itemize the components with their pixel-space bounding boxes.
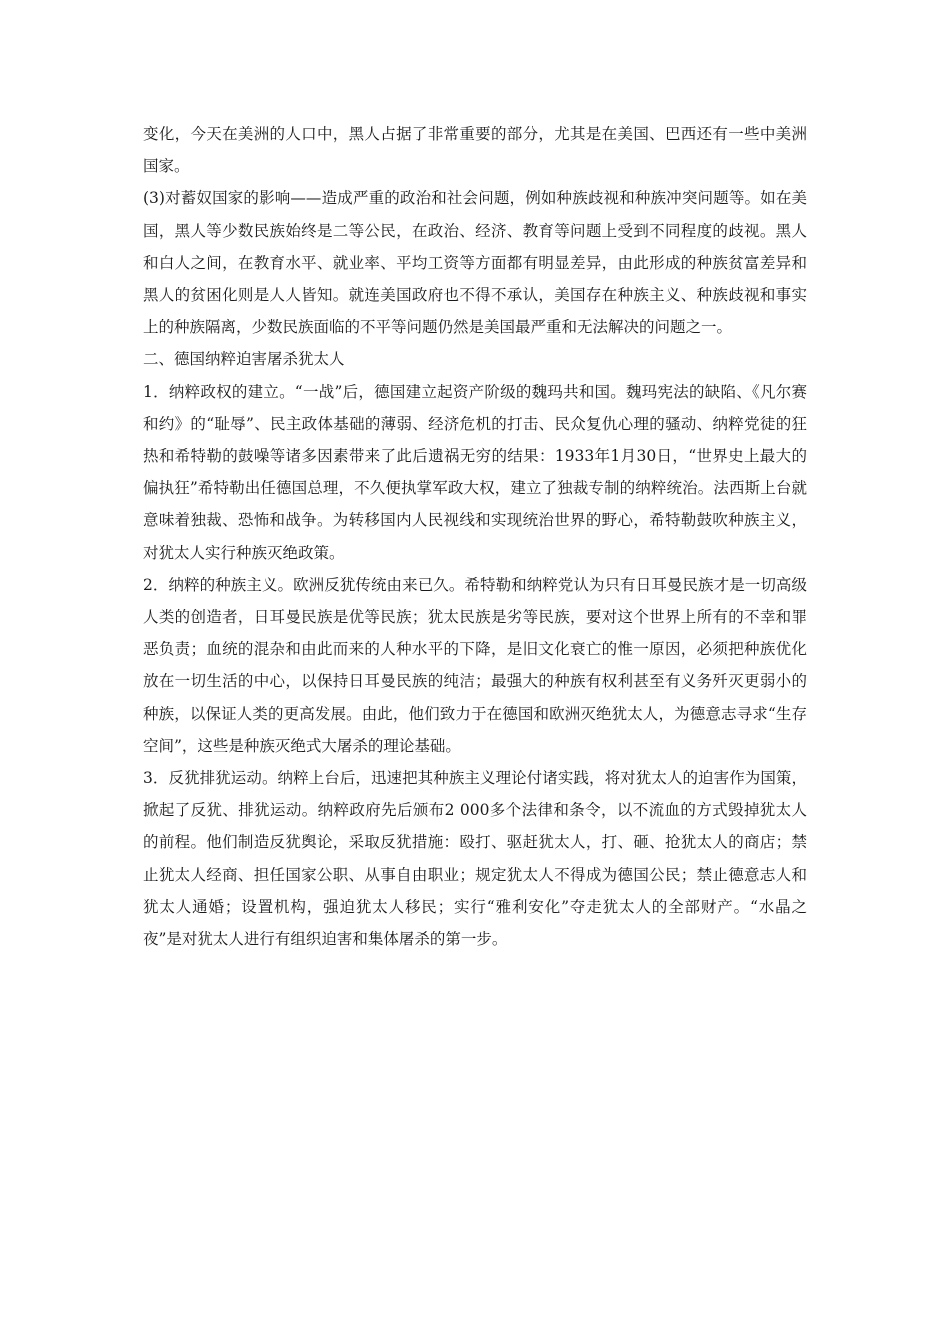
document-page	[143, 118, 807, 955]
paragraph-nazi-regime: 1．纳粹政权的建立。“一战”后，德国建立起资产阶级的魏玛共和国。魏玛宪法的缺陷、《凡尔赛和约》的“耻辱”、民主政体基础的薄弱、经济危机的打击、民众复仇心理的骚动、纳粹党徒的狂热和希特勒的鼓噪等诸多因素带来了此后遗祸无穷的结果：1933年1月30日，“世界史上最大的偏执狂”希特勒出任德国总理，不久便执掌军政大权，建立了独裁专制的纳粹统治。法西斯上台就意味着独裁、恐怖和战争。为转移国内人民视线和实现统治世界的野心，希特勒鼓吹种族主义，对犹太人实行种族灭绝政策。	[143, 382, 807, 562]
paragraph-anti-jewish-movement: 3．反犹排犹运动。纳粹上台后，迅速把其种族主义理论付诸实践，将对犹太人的迫害作为国策，掀起了反犹、排犹运动。纳粹政府先后颁布2 000多个法律和条令，以不流血的方式毁掉犹太人的前程。他们制造反犹舆论，采取反犹措施：殴打、驱赶犹太人，打、砸、抢犹太人的商店；禁止犹太人经商、担任国家公职、从事自由职业；规定犹太人不得成为德国公民；禁止德意志人和犹太人通婚；设置机构，强迫犹太人移民；实行“雅利安化”夺走犹太人的全部财产。“水晶之夜”是对犹太人进行有组织迫害和集体屠杀的第一步。	[143, 769, 807, 949]
paragraph-nazi-racism: 2．纳粹的种族主义。欧洲反犹传统由来已久。希特勒和纳粹党认为只有日耳曼民族才是一切高级人类的创造者，日耳曼民族是优等民族；犹太民族是劣等民族，要对这个世界上所有的不幸和罪恶负责；血统的混杂和由此而来的人种水平的下降，是旧文化衰亡的惟一原因，必须把种族优化放在一切生活的中心，以保持日耳曼民族的纯洁；最强大的种族有权利甚至有义务歼灭更弱小的种族，以保证人类的更高发展。由此，他们致力于在德国和欧洲灭绝犹太人，为德意志寻求“生存空间”，这些是种族灭绝式大屠杀的理论基础。	[143, 575, 807, 755]
paragraph-continued: 变化，今天在美洲的人口中，黑人占据了非常重要的部分，尤其是在美国、巴西还有一些中美洲国家。	[143, 125, 807, 176]
section-heading: 二、德国纳粹迫害屠杀犹太人	[143, 350, 345, 369]
paragraph-impact-on-slave-states: (3)对蓄奴国家的影响——造成严重的政治和社会问题，例如种族歧视和种族冲突问题等。如在美国，黑人等少数民族始终是二等公民，在政治、经济、教育等问题上受到不同程度的歧视。黑人和白人之间，在教育水平、就业率、平均工资等方面都有明显差异，由此形成的种族贫富差异和黑人的贫困化则是人人皆知。就连美国政府也不得不承认，美国存在种族主义、种族歧视和事实上的种族隔离，少数民族面临的不平等问题仍然是美国最严重和无法解决的问题之一。	[143, 189, 807, 337]
